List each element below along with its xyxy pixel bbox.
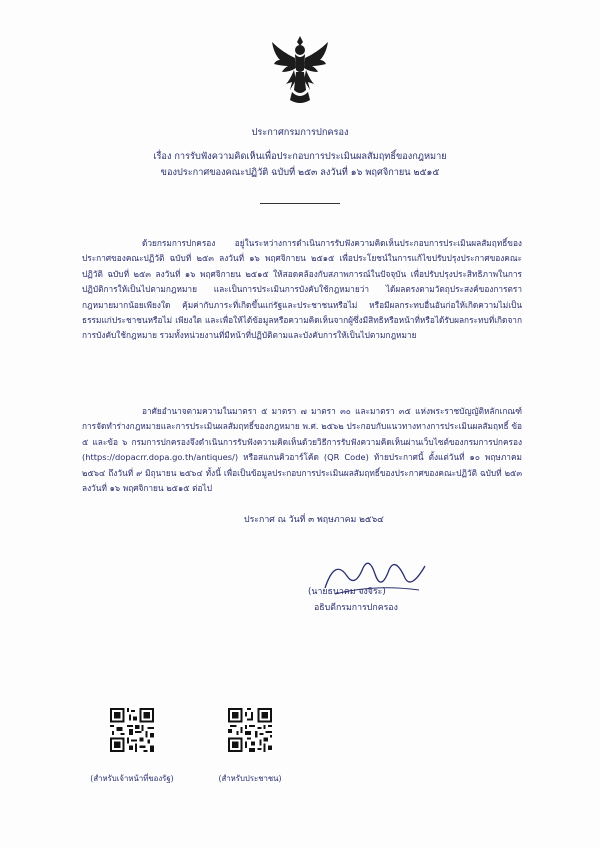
paragraph-2: [82, 404, 522, 496]
qr-code-public-icon[interactable]: [228, 708, 272, 752]
signatory-name: (นายธนาคม จงจิระ): [308, 587, 386, 597]
paragraph-1-text: ด้วยกรมการปกครอง อยู่ในระหว่างการดำเนินการรับฟังความคิดเห็นประกอบการประเมินผลสัมฤทธิ์ของประกาศของคณะปฏิวัติ ฉบับที่ ๒๕๓ ลงวันที่ ๑๖ พฤศจิกายน ๒๕๑๕ เพื่อประโยชน์ในการแก้ไขปรับปรุงประกาศของคณะปฏิวัติ ฉบับที่ ๒๕๓ ลงวันที่ ๑๖ พฤศจิกายน ๒๕๑๕ ให้สอดคล้องกับสภาพการณ์ในปัจจุบัน เพื่อปรับปรุงประสิทธิภาพในการปฏิบัติการให้เป็นไปตามกฎหมาย และเป็นการประเมินการบังคับใช้กฎหมายว่า ได้ผลตรงตามวัตถุประสงค์ของการตรากฎหมายมากน้อยเพียงใด คุ้มค่ากับภาระที่เกิดขึ้นแก่รัฐและประชาชนหรือไม่ หรือมีผลกระทบอื่นอันก่อให้เกิดความไม่เป็นธรรมแก่ประชาชนหรือไม่ เพียงใด และเพื่อให้ได้ข้อมูลหรือความคิดเห็นจากผู้ซึ่งมีสิทธิหรือหน้าที่หรือได้รับผลกระทบที่เกิดจากการบังคับใช้กฎหมาย รวมทั้งหน่วยงานที่มีหน้าที่ปฏิบัติตามและบังคับการให้เป็นไปตามกฎหมาย: [82, 238, 522, 341]
title-divider: [260, 203, 340, 204]
qr-caption-public: (สำหรับประชาชน): [218, 774, 282, 783]
qr-caption-officials: (สำหรับเจ้าหน้าที่ของรัฐ): [90, 774, 174, 783]
subject-line-1: เรื่อง การรับฟังความคิดเห็นเพื่อประกอบการประเมินผลสัมฤทธิ์ของกฎหมาย: [153, 151, 447, 162]
paragraph-2-text: อาศัยอำนาจตามความในมาตรา ๕ มาตรา ๗ มาตรา ๓๐ และมาตรา ๓๕ แห่งพระราชบัญญัติหลักเกณฑ์การจัดทำร่างกฎหมายและการประเมินผลสัมฤทธิ์ของกฎหมาย พ.ศ. ๒๕๖๒ ประกอบกับแนวทางทางการประเมินผลสัมฤทธิ์ ข้อ ๕ และข้อ ๖ กรมการปกครองจึงดำเนินการรับฟังความคิดเห็นด้วยวิธีการรับฟังความคิดเห็นผ่านเว็บไซต์ของกรมการปกครอง (https://dopacrr.dopa.go.th/antiques/) หรือสแกนคิวอาร์โค้ด (QR Code) ท้ายประกาศนี้ ตั้งแต่วันที่ ๑๐ พฤษภาคม ๒๕๖๔ ถึงวันที่ ๙ มิถุนายน ๒๕๖๔ ทั้งนี้ เพื่อเป็นข้อมูลประกอบการประเมินผลสัมฤทธิ์ของประกาศของคณะปฏิวัติ ฉบับที่ ๒๕๓ ลงวันที่ ๑๖ พฤศจิกายน ๒๕๑๕ ต่อไป: [82, 406, 522, 494]
announcement-date: ประกาศ ณ วันที่ ๓ พฤษภาคม ๒๕๖๔: [244, 515, 384, 525]
agency-title: ประกาศกรมการปกครอง: [251, 127, 349, 138]
qr-code-officials-icon[interactable]: [110, 708, 154, 752]
signatory-position: อธิบดีกรมการปกครอง: [314, 603, 398, 613]
paragraph-1: [82, 236, 522, 344]
subject-line-2: ของประกาศของคณะปฏิวัติ ฉบับที่ ๒๕๓ ลงวันที่ ๑๖ พฤศจิกายน ๒๕๑๕: [160, 167, 440, 178]
garuda-emblem-icon: [268, 34, 332, 106]
